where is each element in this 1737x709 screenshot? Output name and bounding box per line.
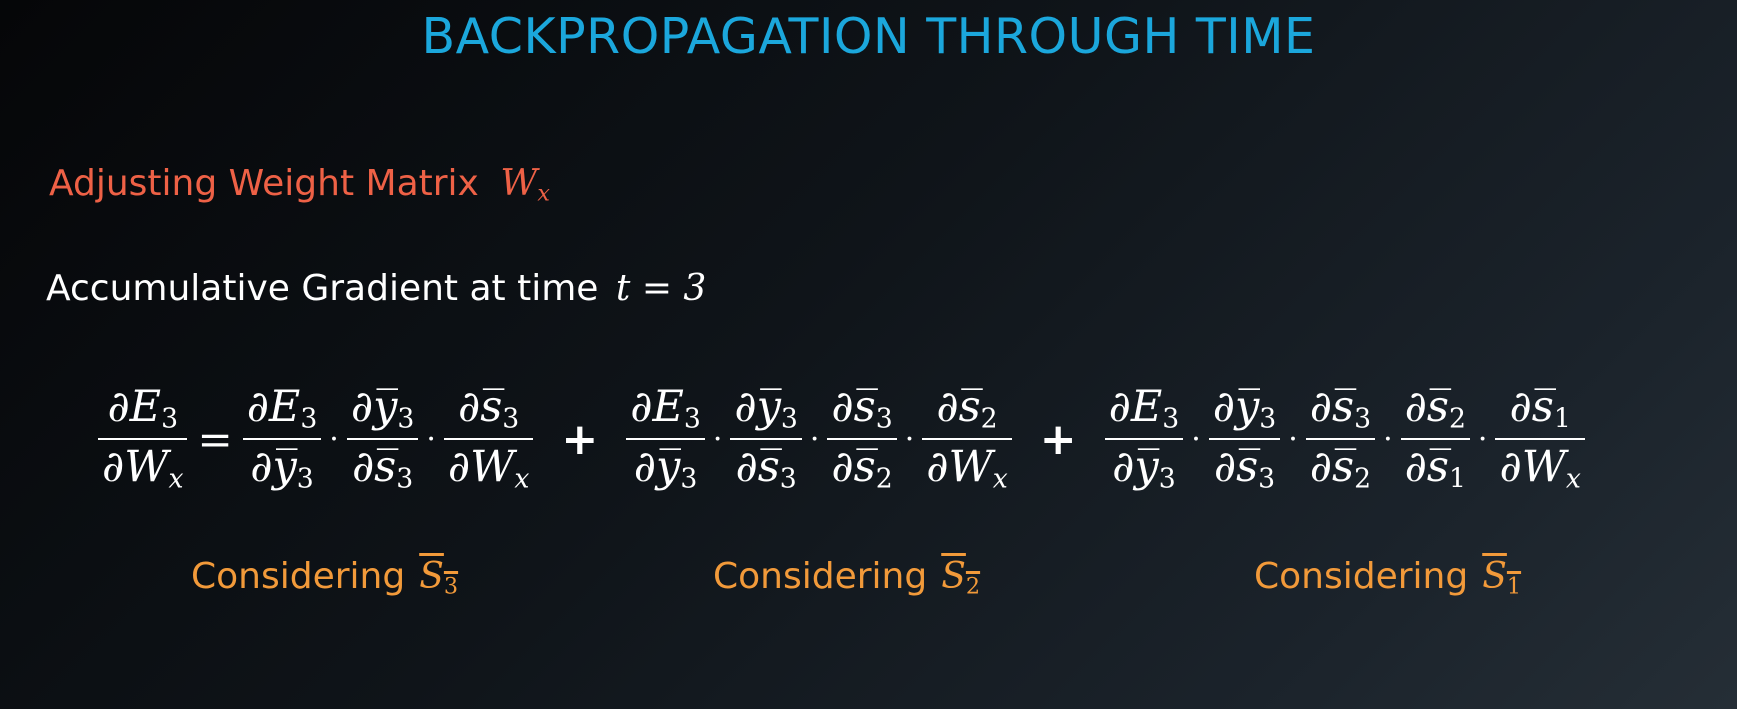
weight-matrix-symbol: $W_x$ xyxy=(500,163,550,207)
partial-fraction: $\frac{\partial E_3}{\partial y̅_3}$ xyxy=(243,383,322,496)
multiply-dot: · xyxy=(1383,421,1393,457)
multiply-dot: · xyxy=(1191,421,1201,457)
slide-title: BACKPROPAGATION THROUGH TIME xyxy=(421,8,1316,65)
considering-s1: Considering $S_1$ xyxy=(1254,556,1522,600)
equals-sign: = xyxy=(197,414,233,464)
equation-terms xyxy=(241,383,1587,496)
partial-fraction: $\frac{\partial s̅_3}{\partial s̅_2}$ xyxy=(827,383,896,496)
partial-fraction: $\frac{\partial E_3}{\partial y̅_3}$ xyxy=(626,383,705,496)
multiply-dot: · xyxy=(1288,421,1298,457)
gradient-heading xyxy=(46,268,706,309)
gradient-equation xyxy=(96,374,1676,504)
gradient-text: Accumulative Gradient at time xyxy=(46,268,599,309)
multiply-dot: · xyxy=(809,421,820,457)
partial-fraction: $\frac{\partial s̅_3}{\partial W_x}$ xyxy=(444,383,533,496)
considering-s2: Considering $S_2$ xyxy=(713,556,981,600)
partial-fraction: $\frac{\partial y̅_3}{\partial s̅_3}$ xyxy=(730,383,802,496)
considering-s3: Considering $S_3$ xyxy=(191,556,459,600)
plus-sign: + xyxy=(561,413,599,465)
partial-fraction: $\frac{\partial y̅_3}{\partial s̅_3}$ xyxy=(1209,383,1281,496)
multiply-dot: · xyxy=(712,421,723,457)
partial-fraction: $\frac{\partial E_3}{\partial y̅_3}$ xyxy=(1105,383,1184,496)
partial-fraction: $\frac{\partial s̅_2}{\partial s̅_1}$ xyxy=(1401,383,1470,496)
subtitle xyxy=(49,163,550,207)
multiply-dot: · xyxy=(1477,421,1488,457)
time-expression: t = 3 xyxy=(615,268,707,309)
partial-fraction: $\frac{\partial s̅_2}{\partial W_x}$ xyxy=(922,383,1011,496)
multiply-dot: · xyxy=(329,421,339,457)
partial-fraction: $\frac{\partial y̅_3}{\partial s̅_3}$ xyxy=(347,383,419,496)
partial-fraction: $\frac{\partial s̅_1}{\partial W_x}$ xyxy=(1495,383,1584,496)
lhs-fraction: $\frac{\partial E_3}{\partial W_x}$ xyxy=(98,383,187,496)
partial-fraction: $\frac{\partial s̅_3}{\partial s̅_2}$ xyxy=(1306,383,1375,496)
multiply-dot: · xyxy=(426,421,436,457)
plus-sign: + xyxy=(1039,413,1077,465)
multiply-dot: · xyxy=(904,421,915,457)
subtitle-text: Adjusting Weight Matrix xyxy=(49,163,479,204)
